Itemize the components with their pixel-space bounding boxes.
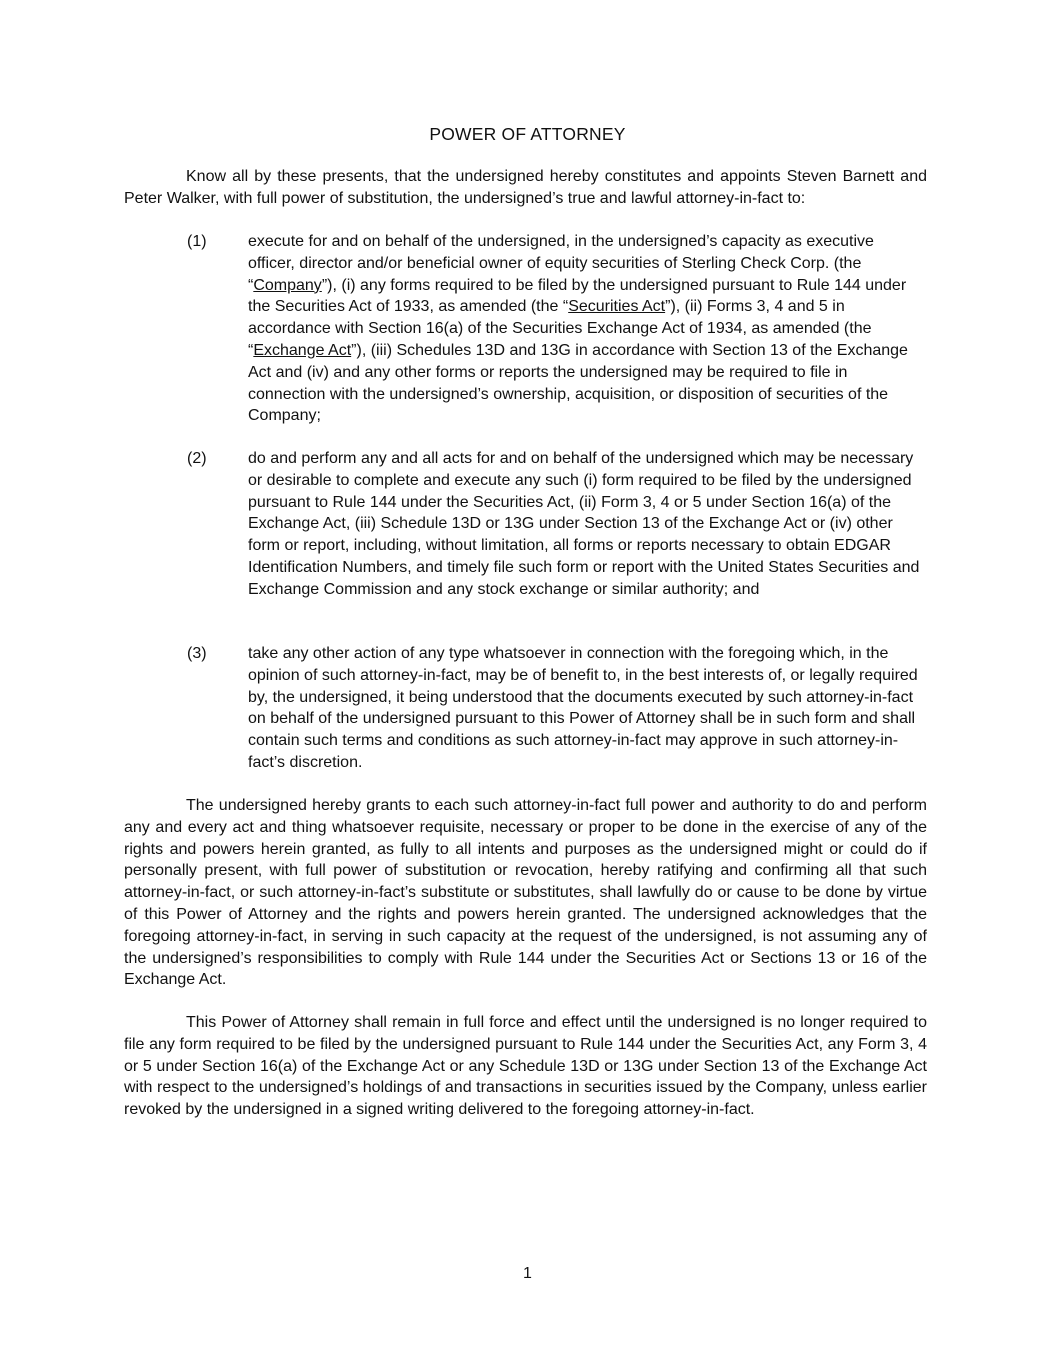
item-text-segment: execute for and on behalf of the undersigned, in the undersigned’s capacity as executive officer, director and/or beneficial owner of equity securities of Sterling Check Corp. (the “ <box>248 233 874 294</box>
item-number: (1) <box>187 233 207 250</box>
item-number: (2) <box>187 450 207 467</box>
effect-paragraph <box>124 1012 927 1121</box>
item-number: (3) <box>187 645 207 662</box>
item-text: do and perform any and all acts for and on behalf of the undersigned which may be necessary or desirable to complete and execute any such (i) form required to be filed by the undersigned pursuant to Rule 144 under the Securities Act, (ii) Form 3, 4 or 5 under Section 16(a) of the Exchange Act, (iii) Schedule 13D or 13G under Section 13 of the Exchange Act or (iv) other form or report, including, without limitation, all forms or reports necessary to obtain EDGAR Identification Numbers, and timely file such form or report with the United States Securities and Exchange Commission and any stock exchange or similar authority; and <box>248 450 920 598</box>
intro-text: Know all by these presents, that the undersigned hereby constitutes and appoints Steven Barnett and Peter Walker, with full power of substitution, the undersigned’s true and lawful attorney-in-fact to: <box>124 168 927 207</box>
intro-paragraph <box>124 166 927 210</box>
grant-paragraph <box>124 795 927 991</box>
effect-text: This Power of Attorney shall remain in full force and effect until the undersigned is no longer required to file any form required to be filed by the undersigned pursuant to Rule 144 under the Securities Act, any Form 3, 4 or 5 under Section 16(a) of the Exchange Act or any Schedule 13D or 13G under Section 13 of the Exchange Act with respect to the undersigned’s holdings of and transactions in securities issued by the Company, unless earlier revoked by the undersigned in a signed writing delivered to the foregoing attorney-in-fact. <box>124 1014 927 1119</box>
item-text-segment: ”), (i) any forms required to be filed by the undersigned pursuant to Rule 144 under the Securities Act of 1933, as amended (the “ <box>248 276 907 316</box>
defined-term-company: Company <box>253 276 322 294</box>
item-text: take any other action of any type whatsoever in connection with the foregoing which, in the opinion of such attorney-in-fact, may be of benefit to, in the best interests of, or legally required by, the undersigned, it being understood that the documents executed by such attorney-in-fact on behalf of the undersigned pursuant to this Power of Attorney shall be in such form and shall contain such terms and conditions as such attorney-in-fact may approve in such attorney-in-fact’s discretion. <box>248 645 918 771</box>
defined-term-securities-act: Securities Act <box>568 298 666 316</box>
item-text <box>248 231 925 427</box>
page-number: 1 <box>523 1265 532 1282</box>
defined-term-exchange-act: Exchange Act <box>253 341 352 359</box>
grant-text: The undersigned hereby grants to each such attorney-in-fact full power and authority to do and perform any and every act and thing whatsoever requisite, necessary or proper to be done in the exercise of any of the rights and powers herein granted, as fully to all intents and purposes as the undersigned might or could do if personally present, with full power of substitution or revocation, hereby ratifying and confirming all that such attorney-in-fact, or such attorney-in-fact’s substitute or substitutes, shall lawfully do or cause to be done by virtue of this Power of Attorney and the rights and powers herein granted. The undersigned acknowledges that the foregoing attorney-in-fact, in serving in such capacity at the request of the undersigned, is not assuming any of the undersigned’s responsibilities to comply with Rule 144 under the Securities Act or Sections 13 or 16 of the Exchange Act. <box>124 797 927 989</box>
item-text-segment: ”), (ii) Forms 3, 4 and 5 in accordance with Section 16(a) of the Securities Exchange Act of 1934, as amended (the “ <box>248 298 872 359</box>
item-text-segment: ”), (iii) Schedules 13D and 13G in accordance with Section 13 of the Exchange Act and (iv) and any other forms or reports the undersigned may be required to file in connection with the undersigned’s ownership, acquisition, or disposition of securities of the Company; <box>248 341 908 425</box>
document-title: POWER OF ATTORNEY <box>429 124 626 144</box>
